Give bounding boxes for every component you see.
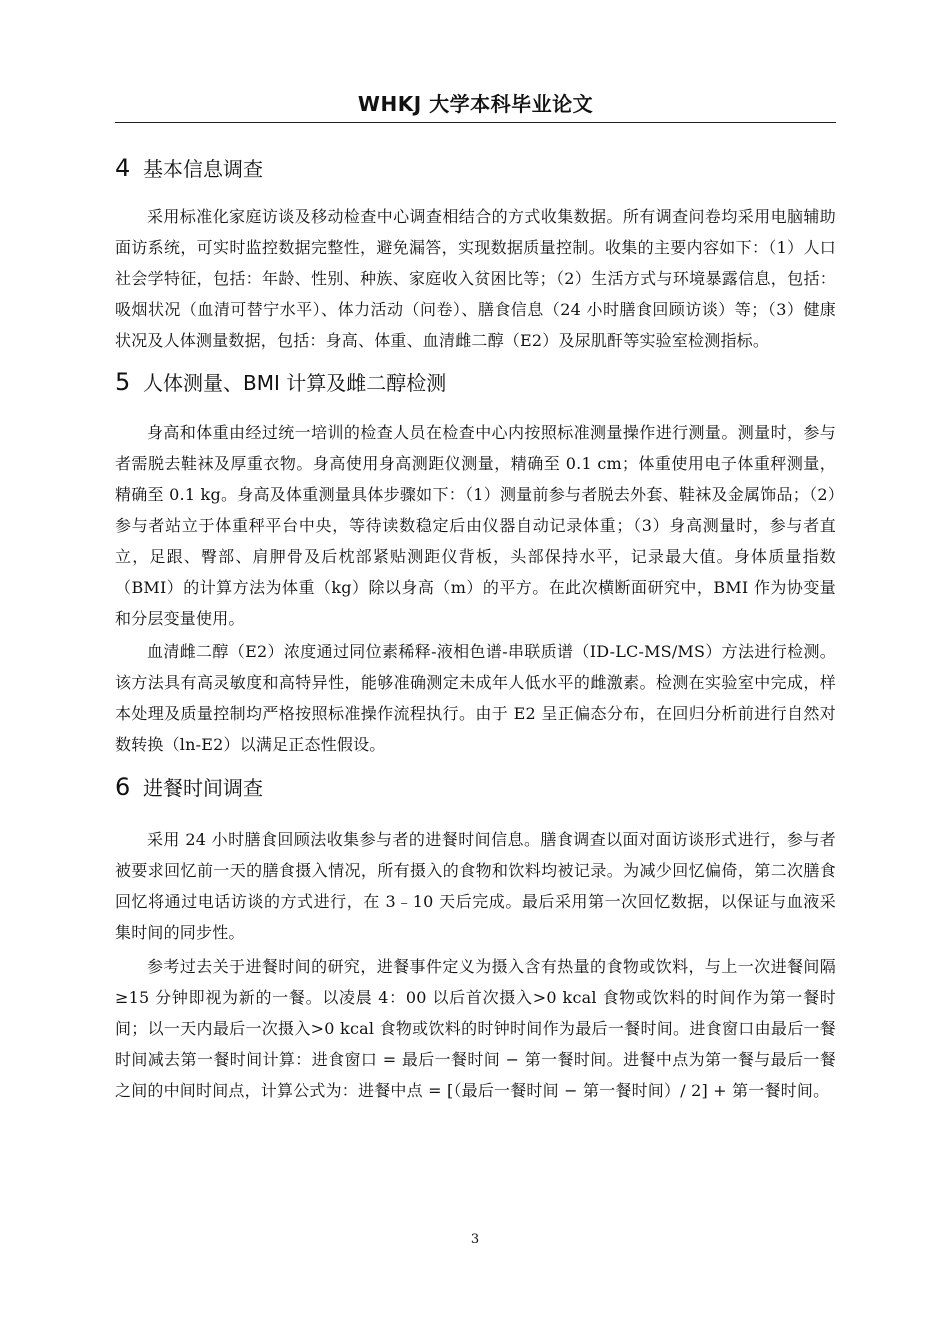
section-title-6: 进餐时间调查	[143, 776, 263, 800]
section-5-paragraph-1: 身高和体重由经过统一培训的检查人员在检查中心内按照标准测量操作进行测量。测量时，参与者需脱去鞋袜及厚重衣物。身高使用身高测距仪测量，精确至 0.1 cm；体重使用电子体重秤测量，精确至 0.1 kg。身高及体重测量具体步骤如下：（1）测量前参与者脱去外套、鞋袜及金属饰品；（2）参与者站立于体重秤平台中央，等待读数稳定后由仪器自动记录体重；（3）身高测量时，参与者直立，足跟、臀部、肩胛骨及后枕部紧贴测距仪背板，头部保持水平，记录最大值。身体质量指数（BMI）的计算方法为体重（kg）除以身高（m）的平方。在此次横断面研究中，BMI 作为协变量和分层变量使用。	[115, 423, 836, 628]
section-number-4: 4	[115, 154, 131, 182]
section-title-4: 基本信息调查	[143, 157, 263, 181]
section-heading-5	[115, 368, 836, 397]
section-4-paragraph-1: 采用标准化家庭访谈及移动检查中心调查相结合的方式收集数据。所有调查问卷均采用电脑辅助面访系统，可实时监控数据完整性，避免漏答，实现数据质量控制。收集的主要内容如下：（1）人口社会学特征，包括：年龄、性别、种族、家庭收入贫困比等；（2）生活方式与环境暴露信息，包括：吸烟状况（血清可替宁水平）、体力活动（问卷）、膳食信息（24 小时膳食回顾访谈）等；（3）健康状况及人体测量数据，包括：身高、体重、血清雌二醇（E2）及尿肌酐等实验室检测指标。	[115, 207, 836, 350]
section-6-paragraph-1: 采用 24 小时膳食回顾法收集参与者的进餐时间信息。膳食调查以面对面访谈形式进行，参与者被要求回忆前一天的膳食摄入情况，所有摄入的食物和饮料均被记录。为减少回忆偏倚，第二次膳食回忆将通过电话访谈的方式进行，在 3﹣10 天后完成。最后采用第一次回忆数据，以保证与血液采集时间的同步性。	[115, 830, 836, 942]
section-number-5: 5	[115, 368, 131, 396]
section-5-paragraph-2: 血清雌二醇（E2）浓度通过同位素稀释-液相色谱-串联质谱（ID-LC-MS/MS）方法进行检测。该方法具有高灵敏度和高特异性，能够准确测定未成年人低水平的雌激素。检测在实验室中完成，样本处理及质量控制均严格按照标准操作流程执行。由于 E2 呈正偏态分布，在回归分析前进行自然对数转换（ln-E2）以满足正态性假设。	[115, 642, 836, 754]
section-6-paragraph-2: 参考过去关于进餐时间的研究，进餐事件定义为摄入含有热量的食物或饮料，与上一次进餐间隔≥15 分钟即视为新的一餐。以凌晨 4：00 以后首次摄入>0 kcal 食物或饮料的时间作为第一餐时间；以一天内最后一次摄入>0 kcal 食物或饮料的时钟时间作为最后一餐时间。进食窗口由最后一餐时间减去第一餐时间计算：进食窗口 = 最后一餐时间 − 第一餐时间。进餐中点为第一餐与最后一餐之间的中间时间点，计算公式为：进餐中点 = [（最后一餐时间 − 第一餐时间）/ 2] + 第一餐时间。	[115, 957, 836, 1100]
page-header	[115, 92, 836, 123]
section-4	[115, 154, 836, 356]
section-heading-6	[115, 773, 836, 802]
section-number-6: 6	[115, 773, 131, 801]
section-5	[115, 368, 836, 760]
header-title: WHKJ 大学本科毕业论文	[357, 92, 594, 116]
page-number: 3	[470, 1232, 480, 1247]
section-heading-4	[115, 154, 836, 183]
section-6	[115, 773, 836, 1106]
section-title-5: 人体测量、BMI 计算及雌二醇检测	[143, 371, 447, 395]
page-content	[115, 146, 836, 1106]
